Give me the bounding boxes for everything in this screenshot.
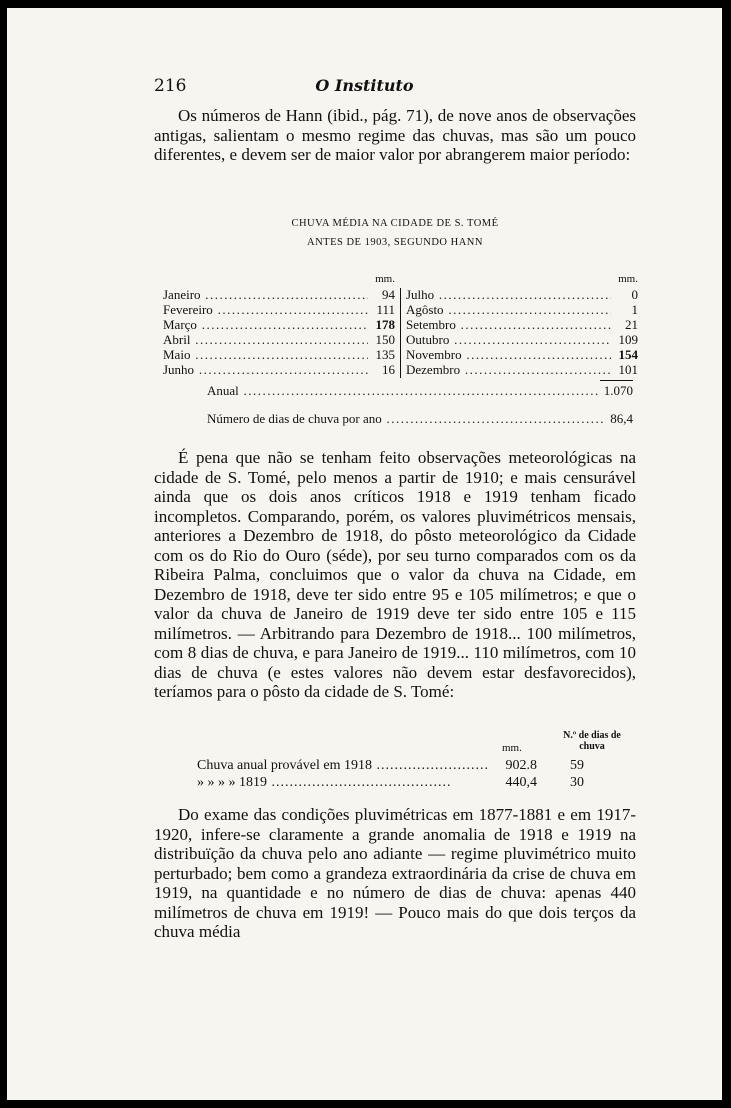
- mm-header: mm.: [502, 742, 522, 754]
- running-title: O Instituto: [315, 76, 414, 95]
- month-value: 111: [376, 302, 395, 317]
- month-value: 21: [625, 317, 638, 332]
- body-paragraph-2: [154, 448, 636, 702]
- month-name: Novembro .....: [406, 347, 611, 362]
- month-name: Dezembro .....: [406, 362, 611, 377]
- month-value: 135: [375, 347, 395, 362]
- days-header: N.º de dias de chuva: [563, 730, 621, 752]
- annual-label: Anual .....: [207, 383, 600, 399]
- month-value: 109: [618, 332, 638, 347]
- row-days: 30: [570, 775, 584, 790]
- row-mm: 440,4: [505, 775, 537, 790]
- month-name: Outubro .....: [406, 332, 611, 347]
- row-label: Chuva anual provável em 1918 .....: [197, 757, 489, 774]
- intro-paragraph: [154, 106, 636, 165]
- rain-days-row: [207, 411, 633, 427]
- table-row: [163, 362, 395, 377]
- month-name: Julho .....: [406, 287, 611, 302]
- column-divider: [400, 288, 401, 378]
- month-name: Fevereiro .....: [163, 302, 368, 317]
- page-header: [7, 76, 722, 98]
- table-row: [163, 302, 395, 317]
- month-value: 150: [375, 332, 395, 347]
- row-label: » » » » 1819 .....: [197, 774, 489, 791]
- month-name: Maio .....: [163, 347, 368, 362]
- rain-table-right-column: [406, 272, 638, 377]
- table-row: [163, 317, 395, 332]
- paragraph-2-text: É pena que não se tenham feito observações meteorológicas na cidade de S. Tomé, pelo menos a partir de 1910; e mais censurável ainda que os dois anos críticos 1918 e 1919 tenham ficado incompletos. Comparando, porém, os valores pluvimétricos mensais, anteriores a Dezembro de 1918, do pôsto meteorológico da Cidade com os do Rio do Ouro (séde), por seu turno comparados com os da Ribeira Palma, concluimos que o valor da chuva na Cidade, em Dezembro de 1918, deve ter sido entre 95 e 105 milímetros; e que o valor da chuva de Janeiro de 1919 deve ter sido entre 105 e 115 milímetros. — Arbitrando para Dezembro de 1918... 100 milímetros, com 8 dias de chuva, e para Janeiro de 1919... 110 milímetros, com 10 dias de chuva (e estes valores não devem estar desfavorecidos), teríamos para o pôsto da cidade de S. Tomé:: [154, 448, 636, 701]
- annual-row: [207, 383, 633, 399]
- page: [7, 8, 722, 1100]
- sum-rule: [600, 380, 633, 381]
- table-row: [406, 287, 638, 302]
- caption-line-2: ANTES DE 1903, SEGUNDO HANN: [307, 237, 483, 248]
- page-number: 216: [154, 76, 187, 96]
- table-row: [197, 757, 629, 774]
- month-name: Janeiro .....: [163, 287, 368, 302]
- table-row: [406, 347, 638, 362]
- body-paragraph-3: [154, 805, 636, 942]
- table-row: [163, 347, 395, 362]
- table-row: [406, 302, 638, 317]
- month-value: 154: [618, 347, 638, 362]
- table-row: [406, 332, 638, 347]
- month-name: Junho .....: [163, 362, 368, 377]
- month-value: 0: [631, 287, 638, 302]
- unit-label: mm.: [375, 273, 395, 285]
- intro-text: Os números de Hann (ibid., pág. 71), de nove anos de observações antigas, salientam o mesmo regime das chuvas, mas são um pouco diferentes, e devem ser de maior valor por abrangerem maior período:: [154, 106, 636, 164]
- table-row: [406, 317, 638, 332]
- annual-value: 1.070: [603, 383, 633, 398]
- table-row: [406, 362, 638, 377]
- table-caption: [154, 214, 636, 252]
- month-name: Março .....: [163, 317, 368, 332]
- row-mm: 902.8: [505, 758, 537, 773]
- rain-table-left-column: [163, 272, 395, 377]
- paragraph-3-text: Do exame das condições pluvimétricas em 1877-1881 e em 1917-1920, infere-se claramente a grande anomalia de 1918 e 1919 na distribuïção da chuva pelo ano adiante — regime pluvimétrico muito perturbado; bem como a grandeza extraordinária da crise de chuva em 1919, na quantidade e no número de dias de chuva: apenas 440 milímetros de chuva em 1919! — Pouco mais do que dois terços da chuva média: [154, 805, 636, 941]
- rain-days-label: Número de dias de chuva por ano .....: [207, 411, 606, 427]
- table-row: [197, 774, 629, 791]
- row-days: 59: [570, 758, 584, 773]
- rain-days-value: 86,4: [610, 411, 633, 426]
- caption-line-1: CHUVA MÉDIA NA CIDADE DE S. TOMÉ: [291, 218, 499, 229]
- month-value: 101: [618, 362, 638, 377]
- month-name: Setembro .....: [406, 317, 611, 332]
- month-value: 16: [382, 362, 395, 377]
- month-value: 94: [382, 287, 395, 302]
- month-name: Agôsto .....: [406, 302, 611, 317]
- table-row: [163, 332, 395, 347]
- unit-label: mm.: [618, 273, 638, 285]
- month-name: Abril .....: [163, 332, 368, 347]
- table-row: [163, 287, 395, 302]
- month-value: 178: [375, 317, 395, 332]
- month-value: 1: [631, 302, 638, 317]
